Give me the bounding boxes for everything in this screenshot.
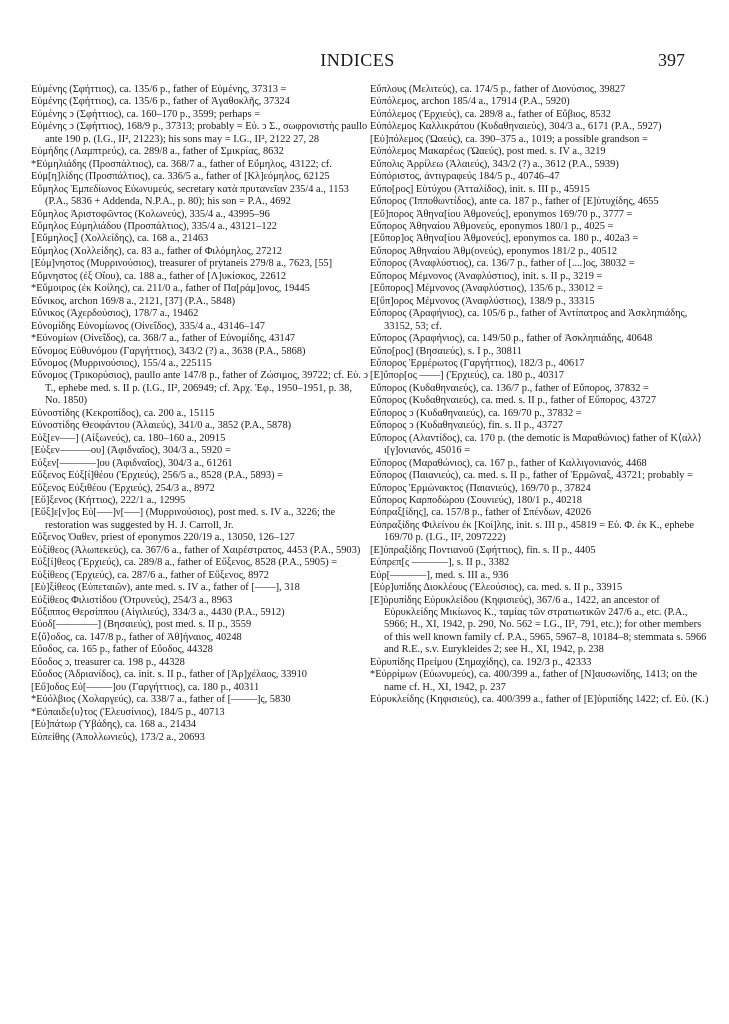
index-entry: Εὐμένης (Σφήττιος), ca. 135/6 p., father of Ἀγαθοκλῆς, 37324	[31, 96, 290, 108]
index-entry: Ε⟨ὔ⟩οδος, ca. 147/8 p., father of Ἀθ]ήναιος, 40248	[31, 631, 242, 643]
index-entry: Εὔμηλος (Χολλείδης), ca. 83 a., father of Φιλόμηλος, 27212	[31, 245, 282, 257]
index-entry: Εὐπόλεμος, archon 185/4 a., 17914 (P.A., 5920)	[370, 96, 570, 108]
index-entry: Εὔμηλος Ἀριστοφῶντος (Κολωνεύς), 335/4 a., 43995–96	[31, 208, 270, 220]
index-entry: Εὐμένης ↄ (Σφήττιος), ca. 160–170 p., 3599; perhaps =	[31, 108, 260, 120]
index-entry: [Εὐ]πάτωρ (Ὑβάδης), ca. 168 a., 21434	[31, 719, 197, 731]
left-column	[31, 84, 369, 744]
index-entry: ⟦Εὔμηλος⟧ (Χολλείδης), ca. 168 a., 21463	[31, 233, 209, 245]
index-entry: [Εὔ]ξενος (Κήττιος), 222/1 a., 12995	[31, 494, 186, 506]
index-entry: *Εὔμοιρος (ἐκ Κοίλης), ca. 211/0 a., father of Πα[ράμ]ονος, 19445	[31, 283, 310, 295]
index-entry: Εὔμνηστος (ἐξ Οἴου), ca. 188 a., father of [Λ]υκίσκος, 22612	[31, 270, 287, 282]
index-entry: Εὔξενος Εὐξιθέου (Ἑρχιεύς), 254/3 a., 8972	[31, 482, 215, 494]
index-entry: [Ε]ὔπορ[ος ––––] (Ἑρχιεύς), ca. 180 p., 40317	[370, 370, 564, 382]
index-entry: [Εὐμ]νηστος (Μυρρινούσιος), treasurer of prytaneis 279/8 a., 7623, [55]	[31, 258, 333, 270]
index-entry: Εὔπορος ↄ (Κυδαθηναιεύς), fin. s. II p., 43727	[370, 420, 563, 432]
index-entry: *Εὐόλβιος (Χολαργεύς), ca. 338/7 a., father of [–––––]ς, 5830	[31, 694, 291, 706]
index-entry: *Εὐμηλιάδης (Προσπάλτιος), ca. 368/7 a., father of Εὔμηλος, 43122; cf.	[31, 158, 332, 170]
index-entry: Εὐρυπίδης Πρείμου (Σημαχίδης), ca. 192/3 p., 42333	[370, 656, 592, 668]
index-entry: [Ε]ὐρυπίδης Εὐρυκλείδου (Κηφισιεύς), 367/6 a., 1422, an ancestor of Εὐρυκλείδης Μικίωνος Κ., ταμίας τῶν στρατιωτικῶν 247/6 a., etc. (P.A., 5966; H., XI, 1942, p. 290, No. 562 = I.G., II², 791, etc.); for other members of this well known family cf. P.A., 5965, 5967–8, 10184–8; stemmata s. 5966 and R.E., s.v. Eurykleides 2; see H., XI, 1942, p. 238	[370, 594, 707, 656]
index-entry: Εὐξ[ί]θεος (Ἑρχιεύς), ca. 289/8 a., father of Εὔξενος, 8528 (P.A., 5905) =	[31, 557, 338, 569]
index-entry: Εὐπραξίδης Φιλείνου ἐκ [Κοί]λης, init. s. III p., 45819 = Εὐ. Φ. ἐκ Κ., ephebe 169/70 p. (I.G., II², 2097222)	[370, 519, 695, 544]
index-entry: Εὐπόλεμος Καλλικράτου (Κυδαθηναιεύς), 304/3 a., 6171 (P.A., 5927)	[370, 121, 662, 133]
index-entry: Εὔνικος (Ἀχερδούσιος), 178/7 a., 19462	[31, 308, 199, 320]
index-entry: Εὔπορος (Ἱπποθωντίδος), ante ca. 187 p., father of [Ε]ὐτυχίδης, 4655	[370, 196, 659, 208]
index-entry: Εὐμ[η]λίδης (Προσπάλτιος), ca. 336/5 a., father of [Κλ]εόμηλος, 62125	[31, 171, 330, 183]
index-entry: Εὐνοστίδης Θεοφάντου (Ἁλαιεύς), 341/0 a., 3852 (P.A., 5878)	[31, 420, 292, 432]
index-entry: Εὐπείθης (Ἀπολλωνιεύς), 173/2 a., 20693	[31, 731, 205, 743]
index-entry: [Εὐ]ξίθεος (Εὐπεταιῶν), ante med. s. IV a., father of [––––], 318	[31, 582, 300, 594]
index-entry: Εὔπορος Καρποδώρου (Σουνιεύς), 180/1 p., 40218	[370, 494, 582, 506]
index-entry: Εὔνομος (Τρικορύσιος), paullo ante 147/8 p., father of Ζώσιμος, 39722; cf. Εὐ. ↄ Τ., ephebe med. s. II p. (I.G., II², 206949; cf. Ἀρχ. Ἐφ., 1950–1951, p. 38, No. 1850)	[31, 370, 369, 407]
index-entry: [Εὐξεν––––––ου] (Ἀφιδναῖος), 304/3 a., 5920 =	[31, 445, 231, 457]
index-entry: [Ε]ὐπραξίδης Ποντιανοῦ (Σφήττιος), fin. s. II p., 4405	[370, 544, 596, 556]
index-entry: Εὔοδος ↄ, treasurer ca. 198 p., 44328	[31, 656, 185, 668]
index-entry: Εὔπορος Ἀθηναίου Ἀθμ(ονεύς), eponymos 181/2 p., 40512	[370, 245, 618, 257]
index-entry: Εὔμηλος Ἐμπεδίωνος Εὐωνυμεύς, secretary κατὰ πρυτανεῖαν 235/4 a., 1153 (P.A., 5836 + Addenda, N.P.A., p. 80); his son = P.A., 4692	[31, 183, 349, 208]
index-entry: Εὔπορος (Μαραθώνιος), ca. 167 p., father of Καλλιγονιανός, 4468	[370, 457, 647, 469]
index-entry: Εὐξ[εν–––] (Αἰξωνεύς), ca. 180–160 a., 20915	[31, 432, 226, 444]
index-entry: Εὐξίθεος (Ἀλωπεκεύς), ca. 367/6 a., father of Χαιρέστρατος, 4453 (P.A., 5903)	[31, 544, 361, 556]
index-entry: Εὔπο[ρος] Εὐτύχου (Ἀτταλίδος), init. s. III p., 45915	[370, 183, 590, 195]
index-entry: Εὔπορος Ἑρμέρωτος (Γαργήττιος), 182/3 p., 40617	[370, 357, 585, 369]
index-entry: [Εὔξ]ε[ν]ος Εὐ[–––]ν[–––] (Μυρρινούσιος), post med. s. IV a., 3226; the restoration was suggested by H. J. Carroll, Jr.	[31, 507, 336, 531]
index-entry: Εὔπορος Ἀθηναίου Ἀθμονεύς, eponymos 180/1 p., 4025 =	[370, 220, 614, 232]
index-entry: Εὐμένης ↄ (Σφήττιος), 168/9 p., 37313; probably = Εὐ. ↄ Σ., σωφρονιστὴς paullo ante 190 p. (I.G., II², 21223); his sons may = I.G., II², 2122 27, 28	[31, 121, 368, 145]
index-entry: Εὐπόλεμος Μακαρέως (Ὠαεύς), post med. s. IV a., 3219	[370, 146, 606, 158]
index-entry: *Εὐρρίμων (Εὐωνυμεύς), ca. 400/399 a., father of [Ν]αυσωνίδης, 1413; on the name cf. H., XI, 1942, p. 237	[370, 669, 698, 693]
index-entry: Εὔξιππος Θερσίππου (Αἰγιλιεύς), 334/3 a., 4430 (P.A., 5912)	[31, 607, 285, 619]
index-entry: Εὔπορος (Αλαντίδος), ca. 170 p. (the demotic is Μαραθώνιος) father of Κ⟨αλλ⟩ι[γ]ονιανός, 45016 =	[370, 432, 702, 457]
index-entry: Ε[ὔπ]ορος Μέμνονος (Ἀναφλύστιος), 138/9 p., 33315	[370, 295, 595, 307]
index-entry: Εὔπλους (Μελιτεύς), ca. 174/5 p., father of Διονύσιος, 39827	[370, 84, 626, 95]
index-entry: Εὔξενος Εὐξ[ί]θέου (Ἑρχιεύς), 256/5 a., 8528 (P.A., 5893) =	[31, 470, 284, 482]
index-entry: Εὐρυκλείδης (Κηφισιεύς), ca. 400/399 a., father of [Ε]ὐριπίδης 1422; cf. Εὐ. (Κ.)	[370, 694, 709, 706]
index-entry: [Εὔπορος] Μέμνονος (Ἀναφλύστιος), 135/6 p., 33012 =	[370, 283, 603, 295]
index-entry: Εὐνομίδης Εὐνομίωνος (Οἰνεΐδος), 335/4 a., 43146–147	[31, 320, 265, 332]
right-column	[370, 84, 710, 707]
index-entry: [Εὔ]πορος Ἀθηνα[ίου Ἀθμονεύς], eponymos 169/70 p., 3777 =	[370, 208, 633, 220]
index-entry: Εὔπο[ρος] (Βησαιεύς), s. I p., 30811	[370, 345, 522, 357]
index-entry: *Εὐνομίων (Οἰνεΐδος), ca. 368/7 a., father of Εὐνομίδης, 43147	[31, 333, 296, 345]
index-entry: Εὔπορος ↄ (Κυδαθηναιεύς), ca. 169/70 p., 37832 =	[370, 407, 582, 419]
index-entry: Εὐξίθεος (Ἑρχιεύς), ca. 287/6 a., father of Εὔξενος, 8972	[31, 569, 269, 581]
index-entry: [Εὔπορ]ος Ἀθηνα[ίου Ἀθμονεύς], eponymos ca. 180 p., 402a3 =	[370, 233, 639, 245]
index-entry: Εὔοδος (Ἀδριανίδος), ca. init. s. II p., father of [Ἀρ]χέλαος, 33910	[31, 669, 307, 681]
index-entry: Εὐπρεπ[ς –––––––], s. II p., 3382	[370, 557, 510, 569]
index-entry: Εὐπόριστος, ἀντιγραφεύς 184/5 p., 40746–47	[370, 171, 560, 183]
index-entry: Εὔπορος (Ἀναφλύστιος), ca. 136/7 p., father of [....]ος, 38032 =	[370, 258, 635, 270]
index-entry: Εὔπορος (Ἀραφήνιος), ca. 105/6 p., father of Ἀντίπατρος and Ἀσκληπιάδης, 33152, 53; cf.	[370, 308, 688, 332]
index-entry: *Εὐπαιδε⟨υ⟩τος (Ἐλευσίνιος), 184/5 p., 40713	[31, 706, 225, 718]
index-entry: Εὐρ[–––––––], med. s. III a., 936	[370, 569, 509, 581]
index-entry: Εὔπορος Μέμνονος (Ἀναφλύστιος), init. s. II p., 3219 =	[370, 270, 603, 282]
index-entry: Εὔνομος Εὐθυνόμου (Γαργήττιος), 343/2 (?) a., 3638 (P.A., 5868)	[31, 345, 306, 357]
index-entry: Εὐξίθεος Φιλιστίδου (Ὀτρυνεύς), 254/3 a., 8963	[31, 594, 233, 606]
index-entry: Εὔπολις Ἀρρίλεω (Ἁλαιεύς), 343/2 (?) a., 3612 (P.A., 5939)	[370, 158, 619, 170]
index-entry: Εὔπορος (Κυδαθηναιεύς), ca. 136/7 p., father of Εὔπορος, 37832 =	[370, 382, 649, 394]
page-title: INDICES	[320, 50, 395, 70]
index-entry: Εὔπορος Ἑρμώνακτος (Παιανιεύς), 169/70 p., 37824	[370, 482, 591, 494]
index-entry: Εὔπορος (Κυδαθηναιεύς), ca. med. s. II p., father of Εὔπορος, 43727	[370, 395, 657, 407]
index-entry: Εὐπραξ[ίδης], ca. 157/8 p., father of Σπένδων, 42026	[370, 507, 592, 519]
index-entry: Εὐνοστίδης (Κεκροπίδος), ca. 200 a., 15115	[31, 407, 215, 419]
index-entry: Εὔμηλος Εὐμηλιάδου (Προσπάλτιος), 335/4 a., 43121–122	[31, 220, 277, 232]
index-entry: Εὔοδος, ca. 165 p., father of Εὔοδος, 44328	[31, 644, 213, 656]
index-entry: Εὐοδ[––––––––] (Βησαιεύς), post med. s. II p., 3559	[31, 619, 252, 631]
index-entry: Εὐπόλεμος (Ἑρχιεύς), ca. 289/8 a., father of Εὔβιος, 8532	[370, 108, 611, 120]
index-entry: Εὔνικος, archon 169/8 a., 2121, [37] (P.A., 5848)	[31, 295, 236, 307]
page-number: 397	[658, 50, 685, 70]
index-entry: Εὔξενος Ὀαθεν, priest of eponymos 220/19 a., 13050, 126–127	[31, 532, 295, 544]
index-entry: Εὔνομος (Μυρρινούσιος), 155/4 a., 225115	[31, 357, 212, 369]
index-entry: Εὐμένης (Σφήττιος), ca. 135/6 p., father of Εὐμένης, 37313 =	[31, 84, 287, 95]
index-entry: [Εὐ]πόλεμος (Ὠαεύς), ca. 390–375 a., 1019; a possible grandson =	[370, 133, 648, 145]
index-entry: [Εὐρ]υπίδης Διοκλέους (Ἐλεούσιος), ca. med. s. II p., 33915	[370, 582, 623, 594]
index-entry: Εὐμήδης (Λαμπτρεύς), ca. 289/8 a., father of Σμικρίας, 8632	[31, 146, 284, 158]
index-entry: Εὔπορος (Παιανιεύς), ca. med. s. II p., father of Ἑρμῶναξ, 43721; probably =	[370, 470, 693, 482]
index-entry: Εὐξεν[–––––––]ου (Ἀφιδναῖος), 304/3 a., 61261	[31, 457, 233, 469]
page-header	[30, 50, 685, 76]
index-entry: [Εὔ]οδος Εὐ[–––––]ου (Γαργήττιος), ca. 180 p., 40311	[31, 681, 260, 693]
index-entry: Εὔπορος (Ἀραφήνιος), ca. 149/50 p., father of Ἀσκληπιάδης, 40648	[370, 333, 653, 345]
